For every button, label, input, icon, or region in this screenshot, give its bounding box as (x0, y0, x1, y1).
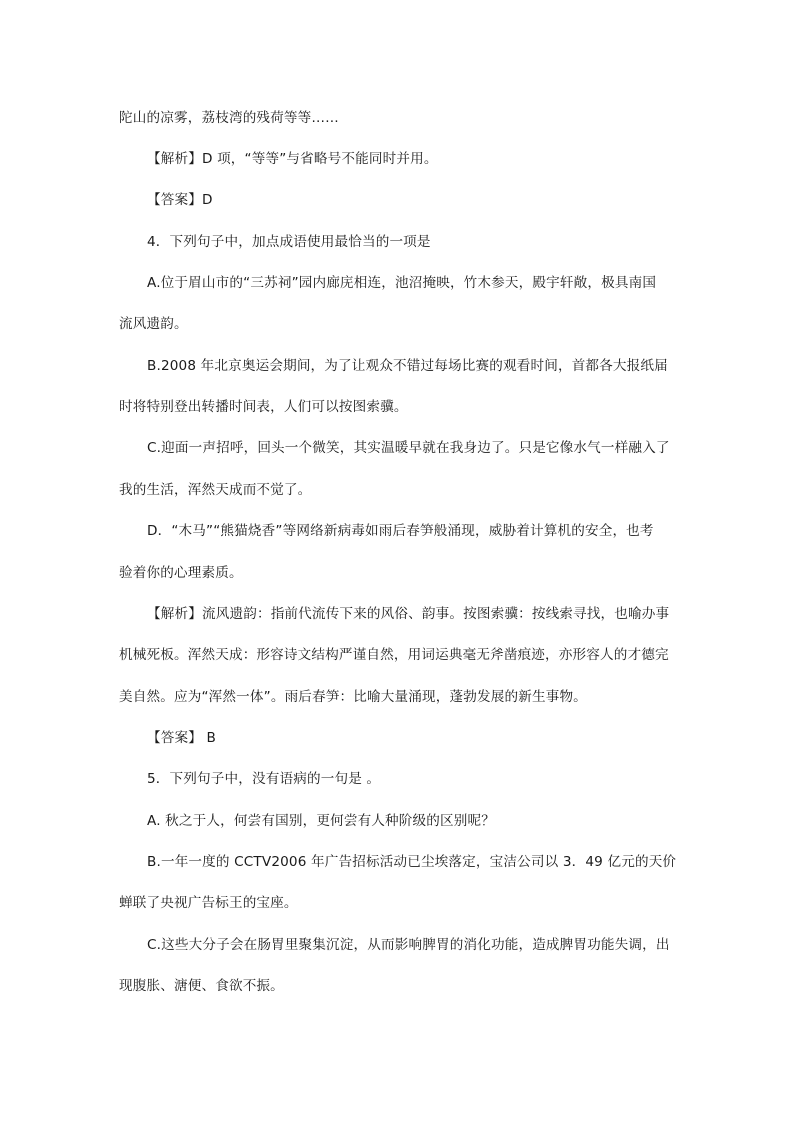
analysis-q4-line3: 美自然。应为“浑然一体”。雨后春笋：比喻大量涌现，蓬勃发展的新生事物。 (119, 689, 587, 705)
analysis-q3: 【解析】D 项，“等等”与省略号不能同时并用。 (147, 151, 438, 167)
question-4-option-d-line1: D．“木马”“熊猫烧香”等网络新病毒如雨后春笋般涌现，威胁着计算机的安全，也考 (147, 523, 654, 539)
analysis-q4-line1: 【解析】流风遗韵：指前代流传下来的风俗、韵事。按图索骥：按线索寻找，也喻办事 (147, 606, 670, 622)
analysis-q4-line2: 机械死板。浑然天成：形容诗文结构严谨自然，用词运典毫无斧凿痕迹，亦形容人的才德完 (119, 647, 669, 663)
question-5-option-c-line1: C.这些大分子会在肠胃里聚集沉淀，从而影响脾胃的消化功能，造成脾胃功能失调，出 (147, 937, 670, 953)
question-4-option-c-line1: C.迎面一声招呼，回头一个微笑，其实温暖早就在我身边了。只是它像水气一样融入了 (147, 440, 670, 456)
question-5-option-b-line1: B.一年一度的 CCTV2006 年广告招标活动已尘埃落定，宝洁公司以 3．49 亿元的天价 (147, 854, 677, 870)
question-5-option-b-line2: 蝉联了央视广告标王的宝座。 (119, 895, 298, 911)
question-4-option-c-line2: 我的生活，浑然天成而不觉了。 (119, 482, 312, 498)
question-5-stem: 5．下列句子中，没有语病的一句是 。 (147, 771, 381, 787)
question-4-stem: 4．下列句子中，加点成语使用最恰当的一项是 (147, 234, 431, 250)
question-4-option-b-line2: 时将特别登出转播时间表，人们可以按图索骥。 (119, 399, 408, 415)
question-4-option-a-line1: A.位于眉山市的“三苏祠”园内廊庑相连，池沼掩映，竹木参天，殿宇轩敞，极具南国 (147, 275, 657, 291)
question-4-option-a-line2: 流风遗韵。 (119, 316, 188, 332)
question-4-option-b-line1: B.2008 年北京奥运会期间，为了让观众不错过每场比赛的观看时间，首都各大报纸届 (147, 358, 668, 374)
question-5-option-c-line2: 现腹胀、溏便、食欲不振。 (119, 978, 284, 994)
question-5-option-a: A. 秋之于人，何尝有国别，更何尝有人种阶级的区别呢？ (147, 813, 496, 829)
text-line-continuation: 陀山的凉雾，荔枝湾的残荷等等…… (119, 110, 339, 126)
question-4-option-d-line2: 验着你的心理素质。 (119, 565, 243, 581)
answer-q3: 【答案】D (147, 192, 213, 208)
answer-q4: 【答案】 B (147, 730, 216, 746)
